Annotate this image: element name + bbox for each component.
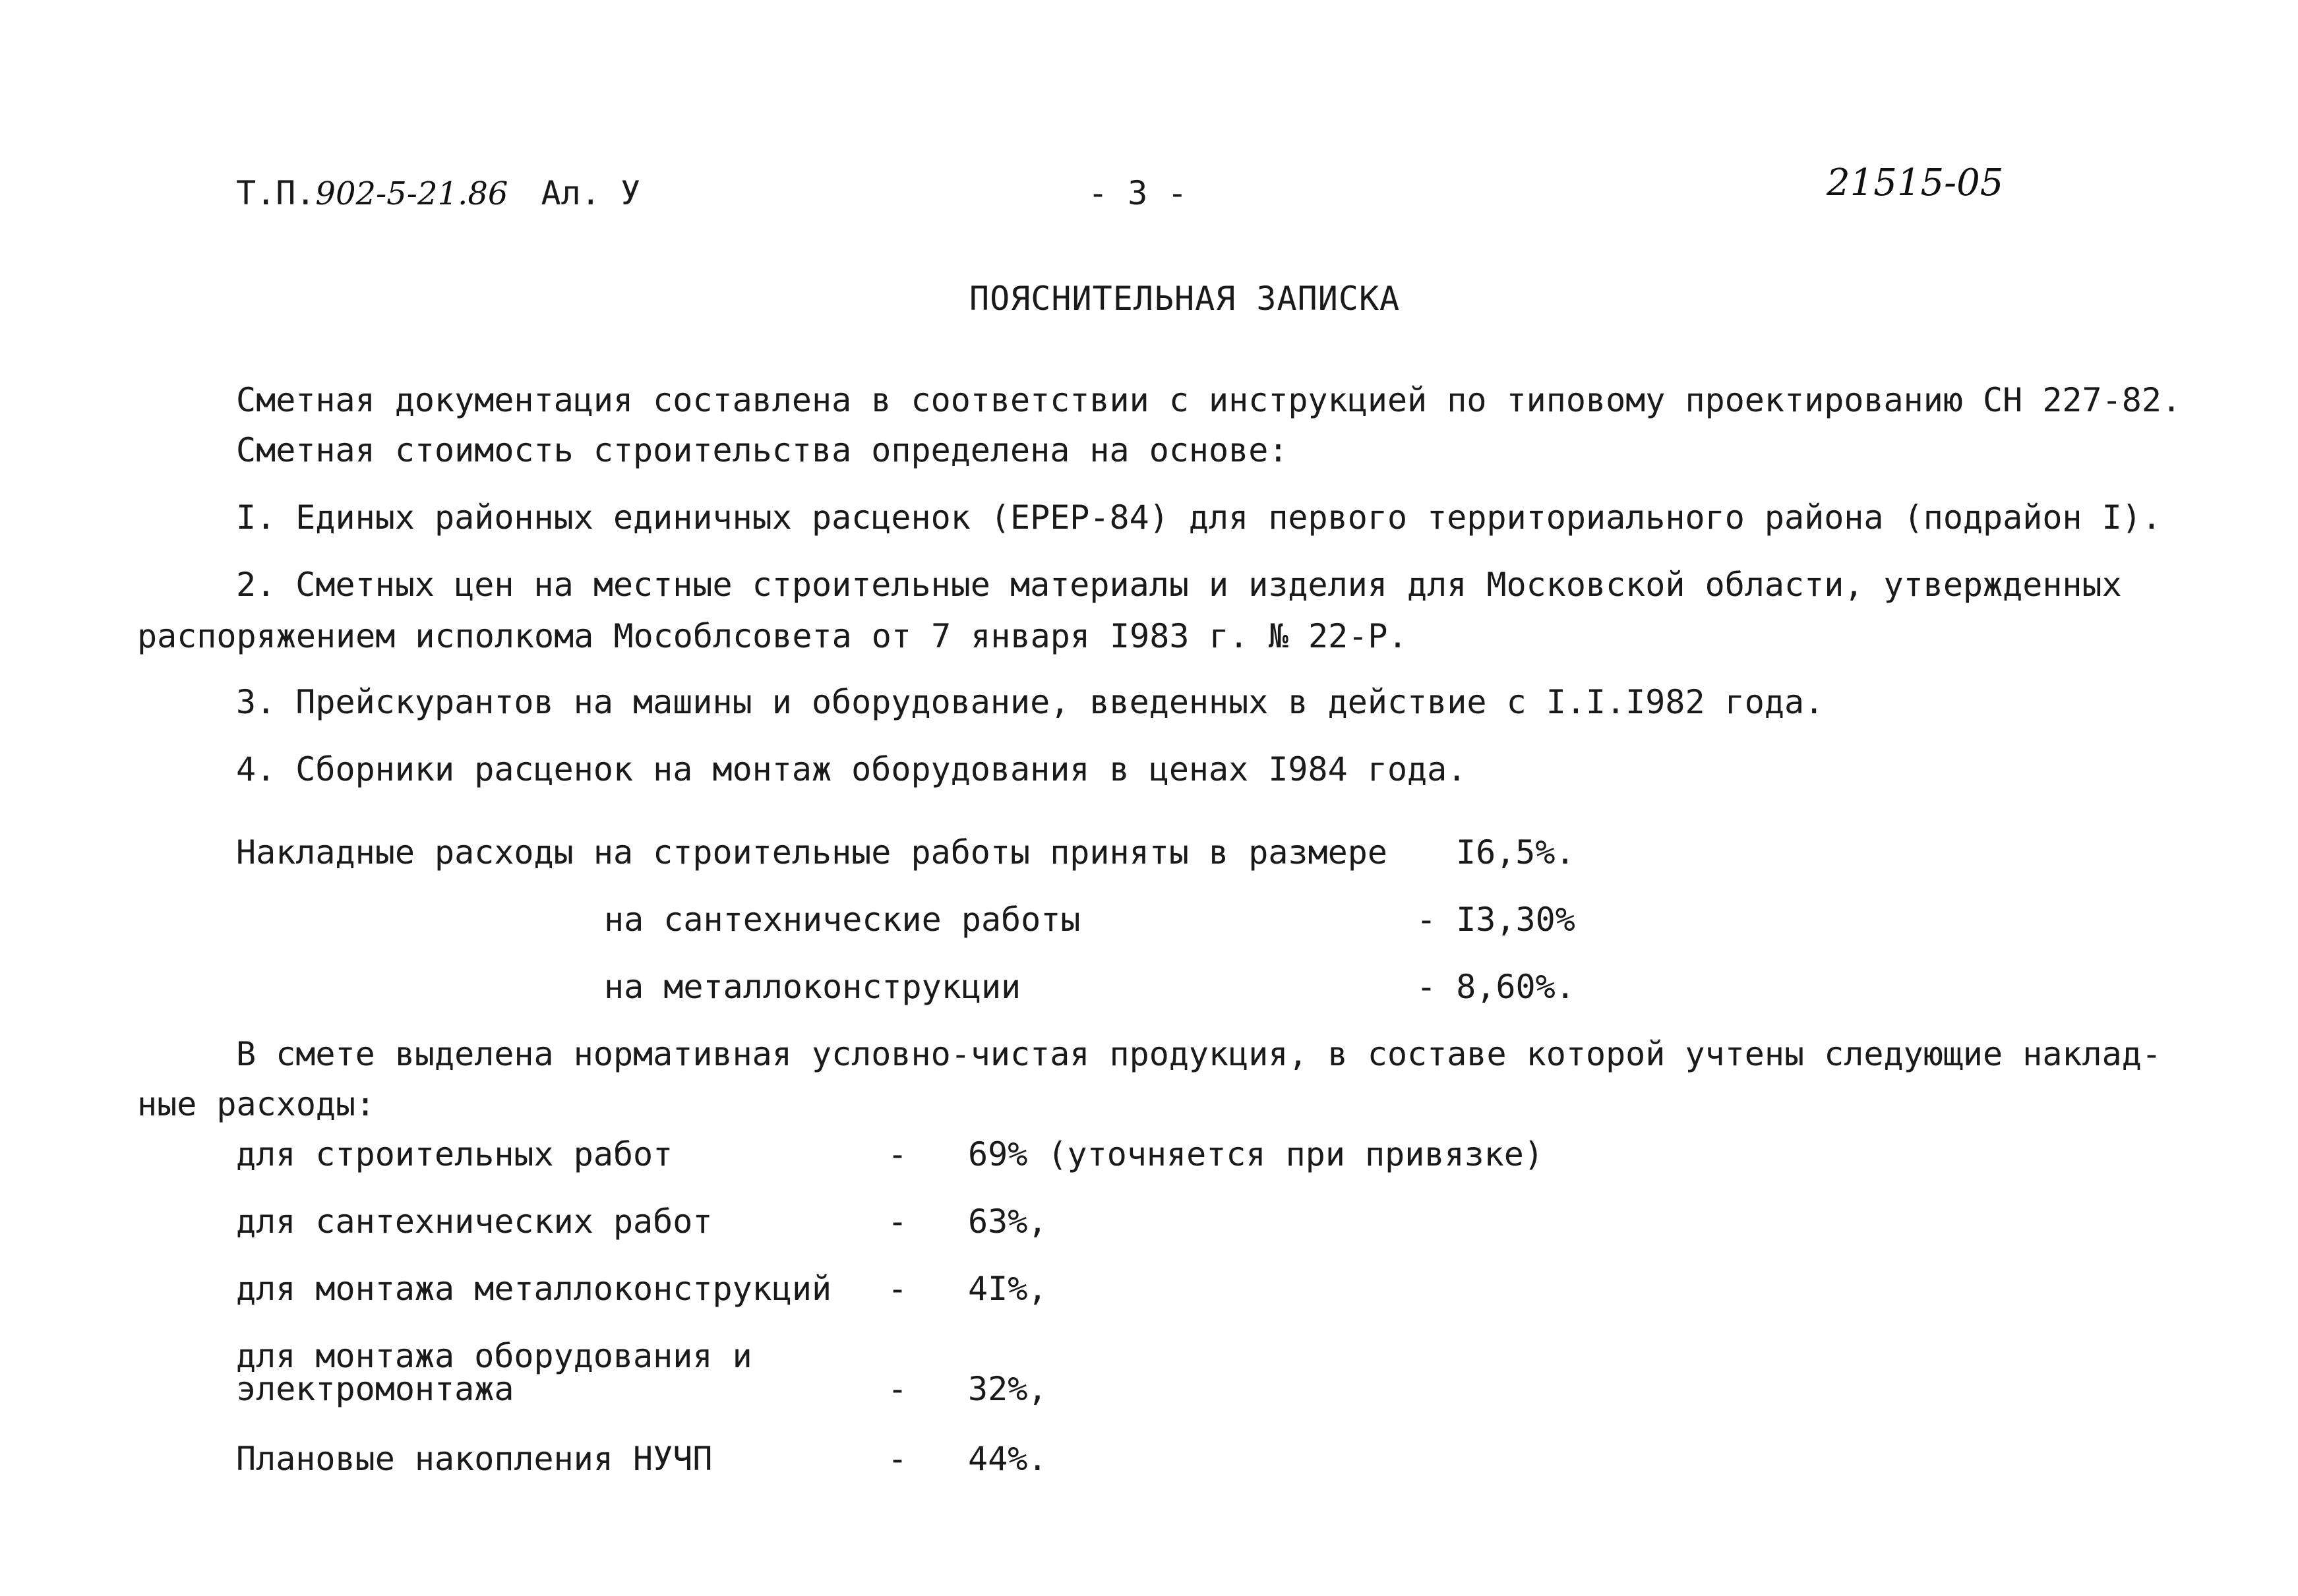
basis-item-4: 4. Сборники расценок на монтаж оборудования в ценах I984 года. bbox=[236, 750, 1467, 788]
overheads-value: I6,5%. bbox=[1456, 833, 1575, 872]
nucp-row-dash: - bbox=[888, 1270, 908, 1308]
nucp-row-value: 4I%, bbox=[968, 1270, 1048, 1308]
overheads-row-value: - 8,60%. bbox=[1416, 968, 1575, 1006]
nucp-row-dash: - bbox=[888, 1202, 908, 1241]
basis-item-1: I. Единых районных единичных расценок (ЕРЕР-84) для первого территориального района (подрайон I). bbox=[236, 498, 2162, 537]
nucp-row-label: для монтажа металлоконструкций bbox=[236, 1270, 832, 1308]
basis-item-3: 3. Прейскурантов на машины и оборудование, введенных в действие с I.I.I982 года. bbox=[236, 683, 1825, 721]
inventory-number: 21515-05 bbox=[1827, 162, 2004, 204]
overheads-row-label: на металлоконструкции bbox=[604, 968, 1021, 1006]
nucp-row-label: Плановые накопления НУЧП bbox=[236, 1440, 713, 1478]
nucp-row-dash: - bbox=[888, 1440, 908, 1478]
nucp-line-1: В смете выделена нормативная условно-чистая продукция, в составе которой учтены следующие наклад- bbox=[236, 1035, 2162, 1073]
overheads-line: Накладные расходы на строительные работы приняты в размере bbox=[236, 833, 1387, 872]
overheads-row-label: на сантехнические работы bbox=[604, 901, 1081, 939]
doc-code bbox=[236, 174, 641, 212]
page-number: - 3 - bbox=[1088, 174, 1188, 212]
nucp-row-label: для строительных работ bbox=[236, 1135, 673, 1173]
basis-item-2: 2. Сметных цен на местные строительные материалы и изделия для Московской области, утвержденных bbox=[236, 566, 2122, 604]
nucp-row-value: 32%, bbox=[968, 1370, 1048, 1408]
overheads-row-value: - I3,30% bbox=[1416, 901, 1575, 939]
nucp-row-value: 69% (уточняется при привязке) bbox=[968, 1135, 1544, 1173]
nucp-row-dash: - bbox=[888, 1370, 908, 1408]
album-label: Ал. У bbox=[541, 174, 641, 212]
page-title: ПОЯСНИТЕЛЬНАЯ ЗАПИСКА bbox=[969, 280, 1401, 318]
nucp-row-dash: - bbox=[888, 1135, 908, 1173]
intro-line-1: Сметная документация составлена в соответствии с инструкцией по типовому проектированию СН 227-82. bbox=[236, 381, 2182, 419]
doc-code-prefix: Т.П. bbox=[236, 174, 316, 212]
nucp-row-label: для монтажа оборудования и bbox=[236, 1337, 752, 1375]
basis-item-2-cont: распоряжением исполкома Мособлсовета от 7 января I983 г. № 22-Р. bbox=[137, 617, 1408, 655]
nucp-row-label: для сантехнических работ bbox=[236, 1202, 713, 1241]
intro-line-2: Сметная стоимость строительства определена на основе: bbox=[236, 431, 1288, 469]
nucp-line-2: ные расходы: bbox=[137, 1085, 376, 1123]
nucp-row-value: 44%. bbox=[968, 1440, 1048, 1478]
nucp-row-label-cont: электромонтажа bbox=[236, 1370, 514, 1408]
nucp-row-value: 63%, bbox=[968, 1202, 1048, 1241]
doc-code-number: 902-5-21.86 bbox=[315, 175, 508, 212]
